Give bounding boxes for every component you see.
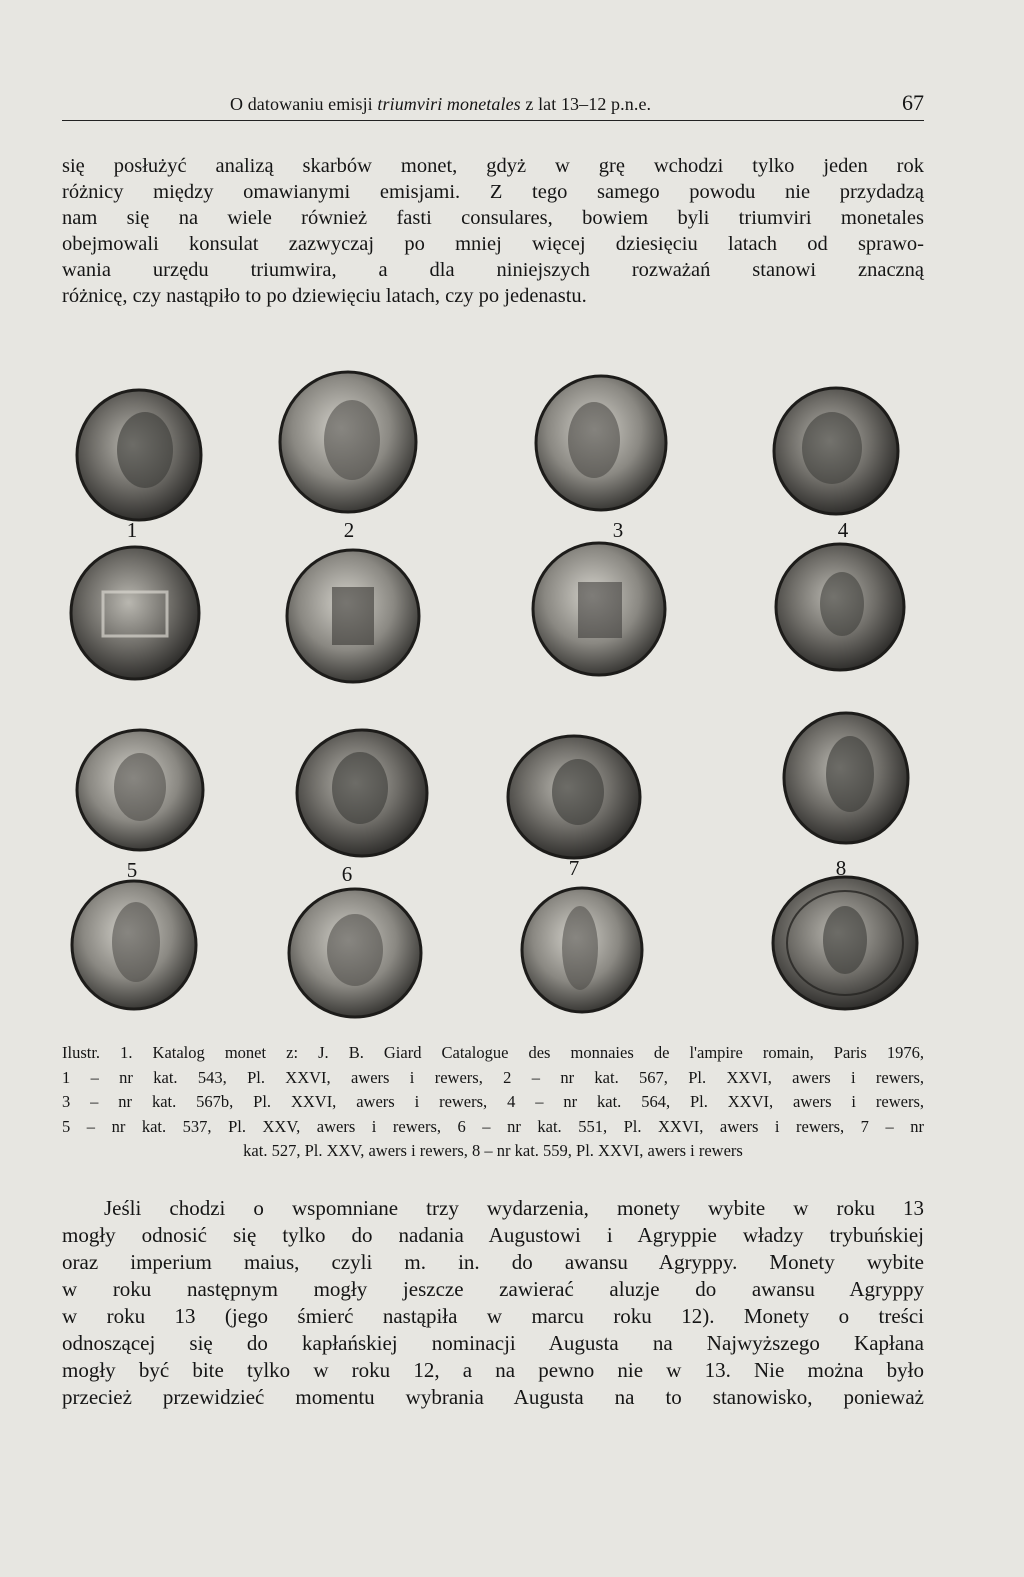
coin-label-8: 8 (835, 856, 847, 880)
caption-line: 5 – nr kat. 537, Pl. XXV, awers i rewers, 6 – nr kat. 551, Pl. XXVI, awers i rewers, 7 – nr (62, 1116, 924, 1136)
coin-7-obverse (508, 736, 640, 858)
paragraph-line: wania urzędu triumwira, a dla niniejszych rozważań stanowi znaczną (62, 259, 924, 281)
paragraph-line: odnoszącej się do kapłańskiej nominacji Augusta na Najwyższego Kapłana (62, 1331, 924, 1355)
paragraph-line: mogły być bite tylko w roku 12, a na pewno nie w 13. Nie można było (62, 1358, 924, 1382)
coin-8-reverse (773, 877, 917, 1009)
paragraph-line: Jeśli chodzi o wspomniane trzy wydarzenia, monety wybite w roku 13 (104, 1196, 924, 1220)
coin-2-reverse (287, 550, 419, 682)
coin-label-2: 2 (343, 518, 355, 542)
page-number: 67 (902, 90, 924, 115)
paragraph-line: przecież przewidzieć momentu wybrania Augusta na to stanowisko, ponieważ (62, 1385, 924, 1409)
coin-7-reverse (522, 888, 642, 1012)
paragraph-line: różnicę, czy nastąpiło to po dziewięciu latach, czy po jedenastu. (62, 285, 587, 307)
coin-3-reverse (533, 543, 665, 675)
coin-1-reverse (71, 547, 199, 679)
coin-8-obverse (784, 713, 908, 843)
caption-line: 1 – nr kat. 543, Pl. XXVI, awers i rewers, 2 – nr kat. 567, Pl. XXVI, awers i rewers, (62, 1067, 924, 1087)
coin-2-obverse (280, 372, 416, 512)
paragraph-line: nam się na wiele również fasti consulares, bowiem byli triumviri monetales (62, 207, 924, 229)
coin-5-reverse (72, 881, 196, 1009)
paragraph-line: w roku następnym mogły jeszcze zawierać aluzje do awansu Agryppy (62, 1277, 924, 1301)
coin-6-obverse (297, 730, 427, 856)
paragraph-line: różnicy między omawianymi emisjami. Z tego samego powodu nie przydadzą (62, 181, 924, 203)
coin-label-4: 4 (837, 518, 849, 542)
paragraph-line: obejmowali konsulat zazwyczaj po mniej więcej dziesięciu latach od sprawo- (62, 233, 924, 255)
running-title: O datowaniu emisji triumviri monetales z lat 13–12 p.n.e. (230, 94, 652, 114)
coin-5-obverse (77, 730, 203, 850)
paragraph-line: mogły odnosić się tylko do nadania Augustowi i Agryppie władzy trybuńskiej (62, 1223, 924, 1247)
coin-label-1: 1 (126, 518, 138, 542)
caption-line: Ilustr. 1. Katalog monet z: J. B. Giard Catalogue des monnaies de l'ampire romain, Paris 1976, (62, 1043, 924, 1062)
coin-1-obverse (77, 390, 201, 520)
bottom-paragraph (62, 1195, 924, 1411)
coin-label-3: 3 (612, 518, 624, 542)
coin-3-obverse (536, 376, 666, 510)
coin-6-reverse (289, 889, 421, 1017)
coin-4-obverse (774, 388, 898, 514)
paragraph-line: się posłużyć analizą skarbów monet, gdyż w grę wchodzi tylko jeden rok (62, 155, 924, 177)
caption-line: kat. 527, Pl. XXV, awers i rewers, 8 – nr kat. 559, Pl. XXVI, awers i rewers (243, 1141, 743, 1160)
coin-4-reverse (776, 544, 904, 670)
coin-label-5: 5 (126, 858, 138, 882)
caption-line: 3 – nr kat. 567b, Pl. XXVI, awers i rewers, 4 – nr kat. 564, Pl. XXVI, awers i rewers, (62, 1092, 924, 1111)
figure-caption (62, 1041, 924, 1164)
coin-label-7: 7 (568, 856, 580, 880)
paragraph-line: oraz imperium maius, czyli m. in. do awansu Agryppy. Monety wybite (62, 1250, 924, 1274)
paragraph-line: w roku 13 (jego śmierć nastąpiła w marcu roku 12). Monety o treści (62, 1304, 924, 1328)
coin-label-6: 6 (341, 862, 353, 886)
